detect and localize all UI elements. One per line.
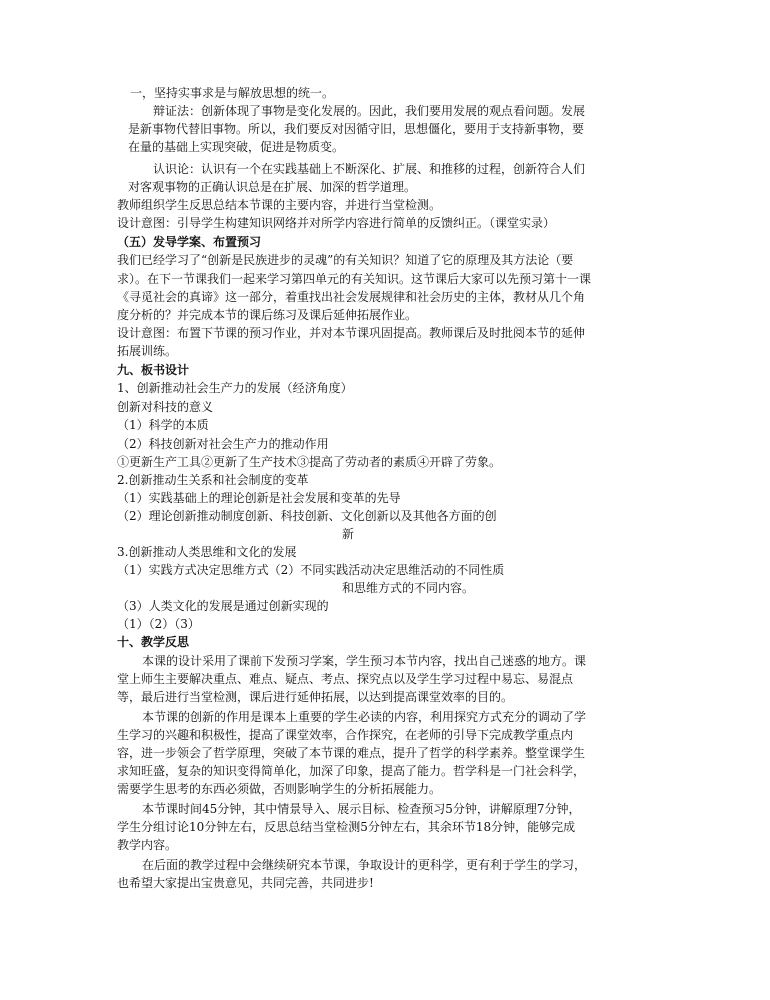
text-line: 度分析的？并完成本节的课后练习及课后延伸拓展作业。 [117,308,418,322]
text-line: 新 [342,527,355,541]
section-heading: 十、教学反思 [117,635,190,649]
text-line: 对客观事物的正确认识总是在扩展、加深的哲学道理。 [128,180,417,194]
text-line: 一，坚持实事求是与解放思想的统一。 [130,86,335,100]
text-line: 堂上师生主要解决重点、难点、疑点、考点、探究点以及学生学习过程中易忘、易混点 [117,672,574,686]
text-line: （2）理论创新推动制度创新、科技创新、文化创新以及其他各方面的创 [117,509,497,523]
text-line: 设计意图：引导学生构建知识网络并对所学内容进行简单的反馈纠正。（课堂实录） [117,216,556,230]
text-line: 求知旺盛，复杂的知识变得简单化，加深了印象，提高了能力。哲学科是一门社会科学， [117,764,586,778]
text-line: （1）（2）（3） [117,617,200,631]
text-line: 创新对科技的意义 [117,400,214,414]
text-line: 求）。在下一节课我们一起来学习第四单元的有关知识。这节课后大家可以先预习第十一课 [117,272,592,286]
text-line: 认识论：认识有一个在实践基础上不断深化、扩展、和推移的过程，创新符合人们 [153,162,586,176]
text-line: 在后面的教学过程中会继续研究本节课，争取设计的更科学，更有利于学生的学习， [142,858,587,872]
text-line: 生学习的兴趣和积极性，提高了课堂效率，合作探究，在老师的引导下完成教学重点内 [117,728,574,742]
text-line: （1）实践方式决定思维方式（2）不同实践活动决定思维活动的不同性质 [117,563,505,577]
text-line: 辩证法：创新体现了事物是变化发展的。因此，我们要用发展的观点看问题。发展 [153,104,586,118]
text-line: 本节课的创新的作用是课本上重要的学生必读的内容，利用探究方式充分的调动了学 [142,710,587,724]
text-line: （1）科学的本质 [117,418,209,432]
text-line: ①更新生产工具②更新了生产技术③提高了劳动者的素质④开辟了劳象。 [117,455,502,469]
text-line: 等，最后进行当堂检测，课后进行延伸拓展，以达到提高课堂效率的目的。 [117,690,514,704]
text-line: 是新事物代替旧事物。所以，我们要反对因循守旧，思想僵化，要用于支持新事物，要 [128,122,585,136]
section-heading: （五）发导学案、布置预习 [117,235,262,249]
text-line: 拓展训练。 [117,344,178,358]
text-line: 本课的设计采用了课前下发预习学案，学生预习本节内容，找出自己迷惑的地方。课 [142,654,587,668]
text-line: 本节课时间45分钟，其中情景导入、展示目标、检查预习5分钟，讲解原理7分钟， [142,802,581,816]
text-line: 教学内容。 [117,838,178,852]
text-line: 容，进一步领会了哲学原理，突破了本节课的难点，提升了哲学的科学素养。整堂课学生 [117,746,586,760]
text-line: 2.创新推动生关系和社会制度的变革 [117,473,309,487]
text-line: 教师组织学生反思总结本节课的主要内容，并进行当堂检测。 [117,198,442,212]
text-line: 我们已经学习了“创新是民族进步的灵魂”的有关知识？知道了它的原理及其方法论（要 [117,253,574,267]
text-line: 设计意图：布置下节课的预习作业，并对本节课巩固提高。教师课后及时批阅本节的延伸 [117,326,586,340]
section-heading: 九、板书设计 [117,363,190,377]
text-line: 1、创新推动社会生产力的发展（经济角度） [117,381,353,395]
text-line: 学生分组讨论10分钟左右，反思总结当堂检测5分钟左右，其余环节18分钟，能够完成 [117,820,576,834]
text-line: 《寻觅社会的真谛》这一部分，着重找出社会发展规律和社会历史的主体，教材从几个角 [117,290,586,304]
text-line: 需要学生思考的东西必须做，否则影响学生的分析拓展能力。 [117,782,442,796]
text-line: （3）人类文化的发展是通过创新实现的 [117,599,329,613]
text-line: （2）科技创新对社会生产力的推动作用 [117,437,329,451]
text-line: 和思维方式的不同内容。 [342,581,475,595]
text-line: （1）实践基础上的理论创新是社会发展和变革的先导 [117,491,401,505]
text-line: 3.创新推动人类思维和文化的发展 [117,545,297,559]
text-line: 在量的基础上实现突破，促进是物质变。 [128,140,345,154]
text-line: 也希望大家提出宝贵意见，共同完善，共同进步! [117,876,374,890]
